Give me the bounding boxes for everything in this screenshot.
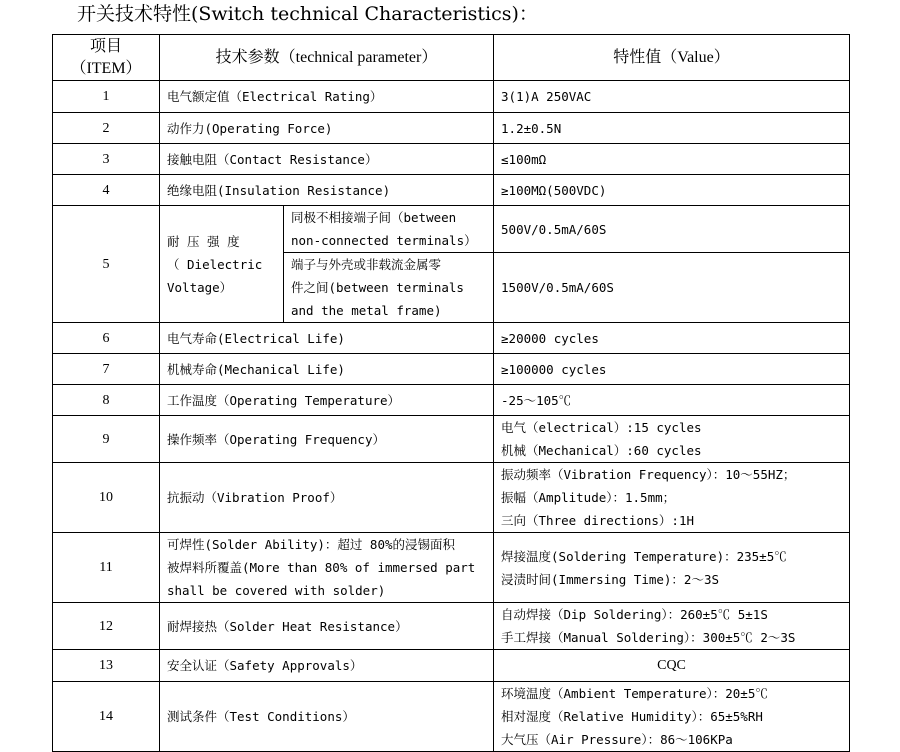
table-row <box>53 81 850 113</box>
value-cell: 1500V/0.5mA/60S <box>494 253 850 323</box>
value-cell: CQC <box>494 650 850 682</box>
table-row <box>53 175 850 206</box>
header-parameter: 技术参数（technical parameter） <box>160 35 494 81</box>
value-cell: -25～105℃ <box>494 385 850 416</box>
value-cell: ≥20000 cycles <box>494 323 850 354</box>
table-row <box>53 113 850 144</box>
table-row <box>53 385 850 416</box>
parameter-cell: 电气额定值（Electrical Rating） <box>160 81 494 113</box>
parameter-cell: 可焊性(Solder Ability)：超过 80%的浸锡面积 被焊料所覆盖(More than 80% of immersed part shall be covered with solder) <box>160 533 494 603</box>
value-cell: ≥100MΩ(500VDC) <box>494 175 850 206</box>
sub-parameter-cell: 同极不相接端子间（between non-connected terminals） <box>284 206 494 253</box>
value-cell: 自动焊接（Dip Soldering）：260±5℃ 5±1S 手工焊接（Manual Soldering）：300±5℃ 2～3S <box>494 603 850 650</box>
table-row <box>53 206 850 253</box>
parameter-cell: 耐焊接热（Solder Heat Resistance） <box>160 603 494 650</box>
item-number: 14 <box>53 682 160 752</box>
item-number: 3 <box>53 144 160 175</box>
parameter-cell: 测试条件（Test Conditions） <box>160 682 494 752</box>
table-row <box>53 416 850 463</box>
item-number: 1 <box>53 81 160 113</box>
value-cell: 焊接温度(Soldering Temperature)：235±5℃ 浸渍时间(Immersing Time)：2～3S <box>494 533 850 603</box>
item-number: 11 <box>53 533 160 603</box>
parameter-cell: 耐 压 强 度 （ Dielectric Voltage） <box>160 206 284 323</box>
parameter-cell: 动作力(Operating Force) <box>160 113 494 144</box>
item-number: 9 <box>53 416 160 463</box>
value-cell: 3(1)A 250VAC <box>494 81 850 113</box>
document-title: 开关技术特性(Switch technical Characteristics)： <box>77 3 538 25</box>
parameter-cell: 机械寿命(Mechanical Life) <box>160 354 494 385</box>
parameter-cell: 抗振动（Vibration Proof） <box>160 463 494 533</box>
header-row <box>53 35 850 81</box>
sub-parameter-cell: 端子与外壳或非载流金属零 件之间(between terminals and the metal frame) <box>284 253 494 323</box>
value-cell: ≥100000 cycles <box>494 354 850 385</box>
item-number: 13 <box>53 650 160 682</box>
table-row <box>53 650 850 682</box>
value-cell: ≤100mΩ <box>494 144 850 175</box>
parameter-cell: 工作温度（Operating Temperature） <box>160 385 494 416</box>
parameter-cell: 电气寿命(Electrical Life) <box>160 323 494 354</box>
item-number: 4 <box>53 175 160 206</box>
spec-table <box>52 34 850 752</box>
value-cell: 环境温度（Ambient Temperature）：20±5℃ 相对湿度（Relative Humidity）：65±5%RH 大气压（Air Pressure）：86～106KPa <box>494 682 850 752</box>
header-item: 项目 （ITEM） <box>53 35 160 81</box>
table-row <box>53 323 850 354</box>
item-number: 8 <box>53 385 160 416</box>
parameter-cell: 安全认证（Safety Approvals） <box>160 650 494 682</box>
parameter-cell: 接触电阻（Contact Resistance） <box>160 144 494 175</box>
table-row <box>53 682 850 752</box>
table-row <box>53 603 850 650</box>
table-row <box>53 144 850 175</box>
value-cell: 振动频率（Vibration Frequency）：10～55HZ； 振幅（Amplitude）：1.5mm； 三向（Three directions）:1H <box>494 463 850 533</box>
table-row <box>53 463 850 533</box>
value-cell: 电气（electrical）:15 cycles 机械（Mechanical）:60 cycles <box>494 416 850 463</box>
header-value: 特性值（Value） <box>494 35 850 81</box>
table-row <box>53 533 850 603</box>
table-row <box>53 354 850 385</box>
item-number: 5 <box>53 206 160 323</box>
item-number: 12 <box>53 603 160 650</box>
parameter-cell: 操作频率（Operating Frequency） <box>160 416 494 463</box>
item-number: 6 <box>53 323 160 354</box>
item-number: 10 <box>53 463 160 533</box>
item-number: 2 <box>53 113 160 144</box>
value-cell: 1.2±0.5N <box>494 113 850 144</box>
item-number: 7 <box>53 354 160 385</box>
parameter-cell: 绝缘电阻(Insulation Resistance) <box>160 175 494 206</box>
value-cell: 500V/0.5mA/60S <box>494 206 850 253</box>
